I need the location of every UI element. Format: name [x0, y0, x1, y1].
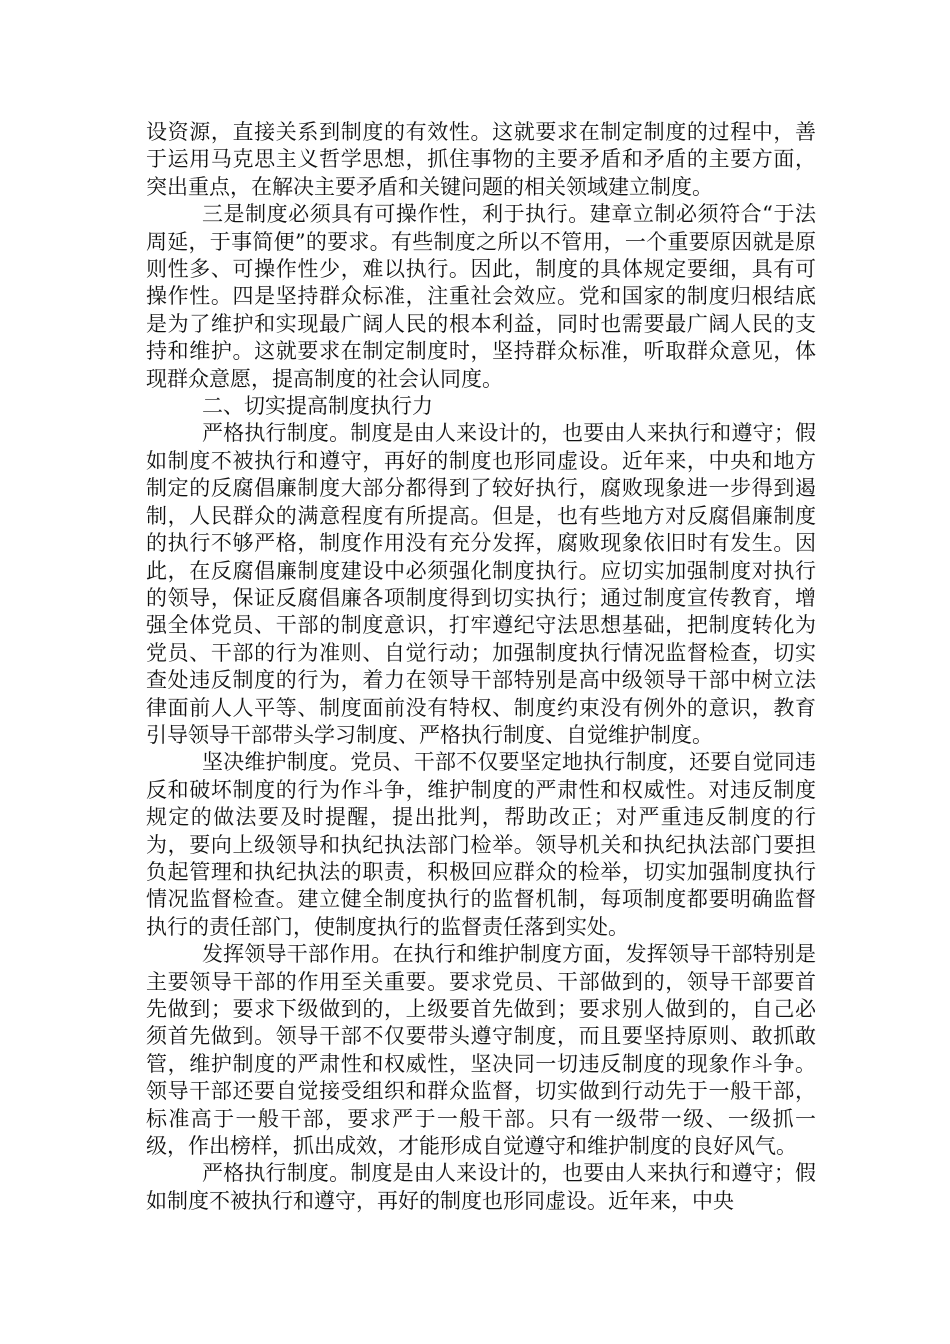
- document-body: [146, 119, 816, 1215]
- paragraph-6: 发挥领导干部作用。在执行和维护制度方面，发挥领导干部特别是主要领导干部的作用至关重要。要求党员、干部做到的，领导干部要首先做到；要求下级做到的，上级要首先做到；要求别人做到的，自己必须首先做到。领导干部不仅要带头遵守制度，而且要坚持原则、敢抓敢管，维护制度的严肃性和权威性，坚决同一切违反制度的现象作斗争。领导干部还要自觉接受组织和群众监督，切实做到行动先于一般干部，标准高于一般干部，要求严于一般干部。只有一级带一级、一级抓一级，作出榜样，抓出成效，才能形成自觉遵守和维护制度的良好风气。: [146, 942, 816, 1159]
- paragraph-2: 三是制度必须具有可操作性，利于执行。建章立制必须符合“于法周延，于事简便”的要求。有些制度之所以不管用，一个重要原因就是原则性多、可操作性少，难以执行。因此，制度的具体规定要细，具有可操作性。四是坚持群众标准，注重社会效应。党和国家的制度归根结底是为了维护和实现最广阔人民的根本利益，同时也需要最广阔人民的支持和维护。这就要求在制定制度时，坚持群众标准，听取群众意见，体现群众意愿，提高制度的社会认同度。: [146, 202, 816, 391]
- paragraph-5: 坚决维护制度。党员、干部不仅要坚定地执行制度，还要自觉同违反和破坏制度的行为作斗争，维护制度的严肃性和权威性。对违反制度规定的做法要及时提醒，提出批判，帮助改正；对严重违反制度的行为，要向上级领导和执纪执法部门检举。领导机关和执纪执法部门要担负起管理和执纪执法的职责，积极回应群众的检举，切实加强制度执行情况监督检查。建立健全制度执行的监督机制，每项制度都要明确监督执行的责任部门，使制度执行的监督责任落到实处。: [146, 750, 816, 939]
- paragraph-1: 设资源，直接关系到制度的有效性。这就要求在制定制度的过程中，善于运用马克思主义哲学思想，抓住事物的主要矛盾和矛盾的主要方面，突出重点，在解决主要矛盾和关键问题的相关领域建立制度。: [146, 120, 816, 199]
- paragraph-7: 严格执行制度。制度是由人来设计的，也要由人来执行和遵守；假如制度不被执行和遵守，再好的制度也形同虚设。近年来，中央: [146, 1161, 816, 1213]
- section-heading: 二、切实提高制度执行力: [202, 394, 433, 419]
- paragraph-4: 严格执行制度。制度是由人来设计的，也要由人来执行和遵守；假如制度不被执行和遵守，再好的制度也形同虚设。近年来，中央和地方制定的反腐倡廉制度大部分都得到了较好执行，腐败现象进一步得到遏制，人民群众的满意程度有所提高。但是，也有些地方对反腐倡廉制度的执行不够严格，制度作用没有充分发挥，腐败现象依旧时有发生。因此，在反腐倡廉制度建设中必须强化制度执行。应切实加强制度对执行的领导，保证反腐倡廉各项制度得到切实执行；通过制度宣传教育，增强全体党员、干部的制度意识，打牢遵纪守法思想基础，把制度转化为党员、干部的行为准则、自觉行动；加强制度执行情况监督检查，切实查处违反制度的行为，着力在领导干部特别是高中级领导干部中树立法律面前人人平等、制度面前没有特权、制度约束没有例外的意识，教育引导领导干部带头学习制度、严格执行制度、自觉维护制度。: [146, 421, 816, 747]
